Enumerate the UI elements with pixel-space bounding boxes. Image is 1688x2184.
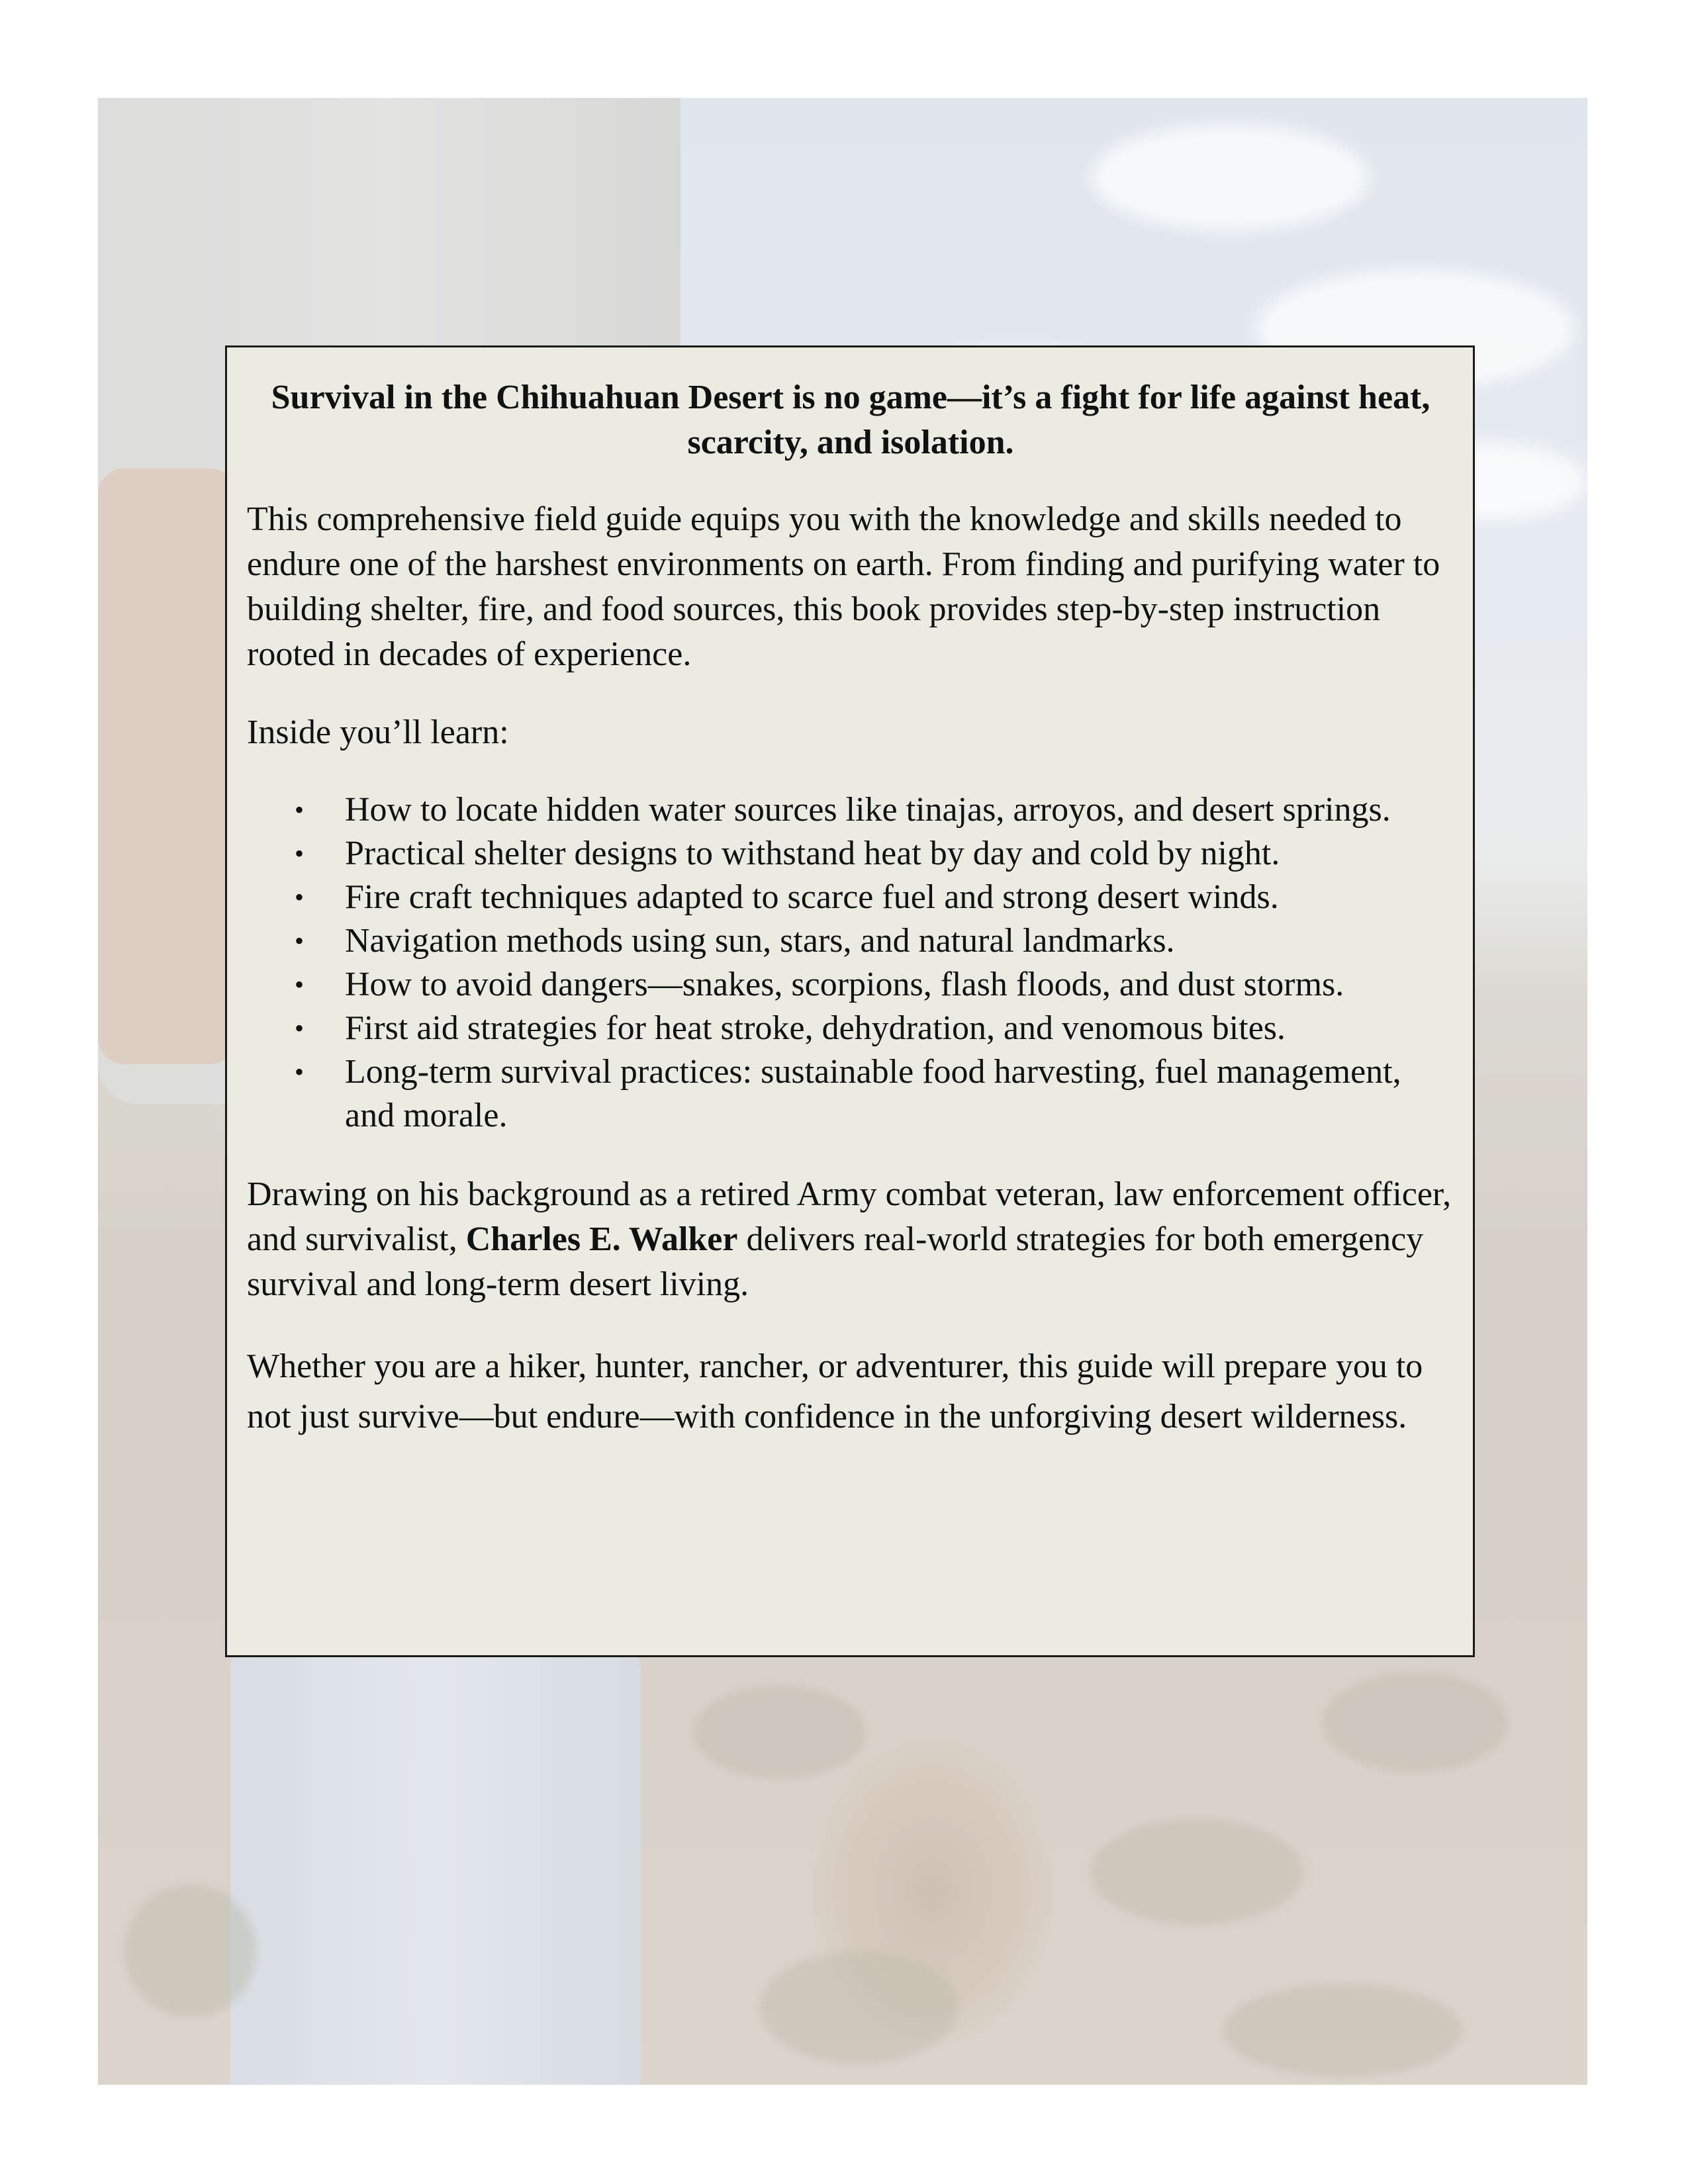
closing-paragraph: Whether you are a hiker, hunter, rancher, or adventurer, this guide will prepare you to not just survive—but endure—with confidence in the unforgiving desert wilderness. <box>247 1347 1423 1435</box>
list-item-text: Navigation methods using sun, stars, and natural landmarks. <box>345 922 1175 960</box>
list-item <box>247 1050 1454 1138</box>
bullet-icon: • <box>295 795 305 825</box>
list-item <box>247 1007 1454 1050</box>
bullet-list <box>247 788 1454 1138</box>
bullet-icon: • <box>295 1057 305 1087</box>
list-item <box>247 919 1454 963</box>
bullet-icon: • <box>295 926 305 956</box>
bullet-icon: • <box>295 1013 305 1043</box>
list-item <box>247 832 1454 876</box>
author-text-after: delivers real-world strategies for both emergency survival and long-term desert living. <box>247 1220 1424 1303</box>
description-box <box>225 345 1475 1657</box>
list-item-text: How to avoid dangers—snakes, scorpions, flash floods, and dust storms. <box>345 966 1344 1003</box>
intro-paragraph: This comprehensive field guide equips you with the knowledge and skills needed to endure one of the harshest environments on earth. From finding and purifying water to building shelter, fire, and food sources, this book provides step-by-step instruction rooted in decades of experience. <box>247 500 1440 673</box>
list-item-text: Long-term survival practices: sustainable food harvesting, fuel management, and morale. <box>345 1053 1401 1134</box>
inside-label: Inside you’ll learn: <box>247 713 509 751</box>
list-item-text: First aid strategies for heat stroke, dehydration, and venomous bites. <box>345 1009 1286 1047</box>
list-item <box>247 788 1454 832</box>
list-item <box>247 876 1454 919</box>
list-item-text: Practical shelter designs to withstand heat by day and cold by night. <box>345 835 1280 872</box>
list-item-text: How to locate hidden water sources like tinajas, arroyos, and desert springs. <box>345 791 1391 829</box>
author-name: Charles E. Walker <box>465 1220 738 1258</box>
author-paragraph <box>247 1172 1454 1307</box>
list-item-text: Fire craft techniques adapted to scarce fuel and strong desert winds. <box>345 878 1279 916</box>
bullet-icon: • <box>295 882 305 912</box>
headline: Survival in the Chihuahuan Desert is no game—it’s a fight for life against heat, scarcity, and isolation. <box>271 379 1430 461</box>
bullet-icon: • <box>295 839 305 868</box>
list-item <box>247 963 1454 1007</box>
author-text-before: Drawing on his background as a retired Army combat veteran, law enforcement officer, and survivalist, <box>247 1175 1452 1258</box>
bullet-icon: • <box>295 970 305 999</box>
